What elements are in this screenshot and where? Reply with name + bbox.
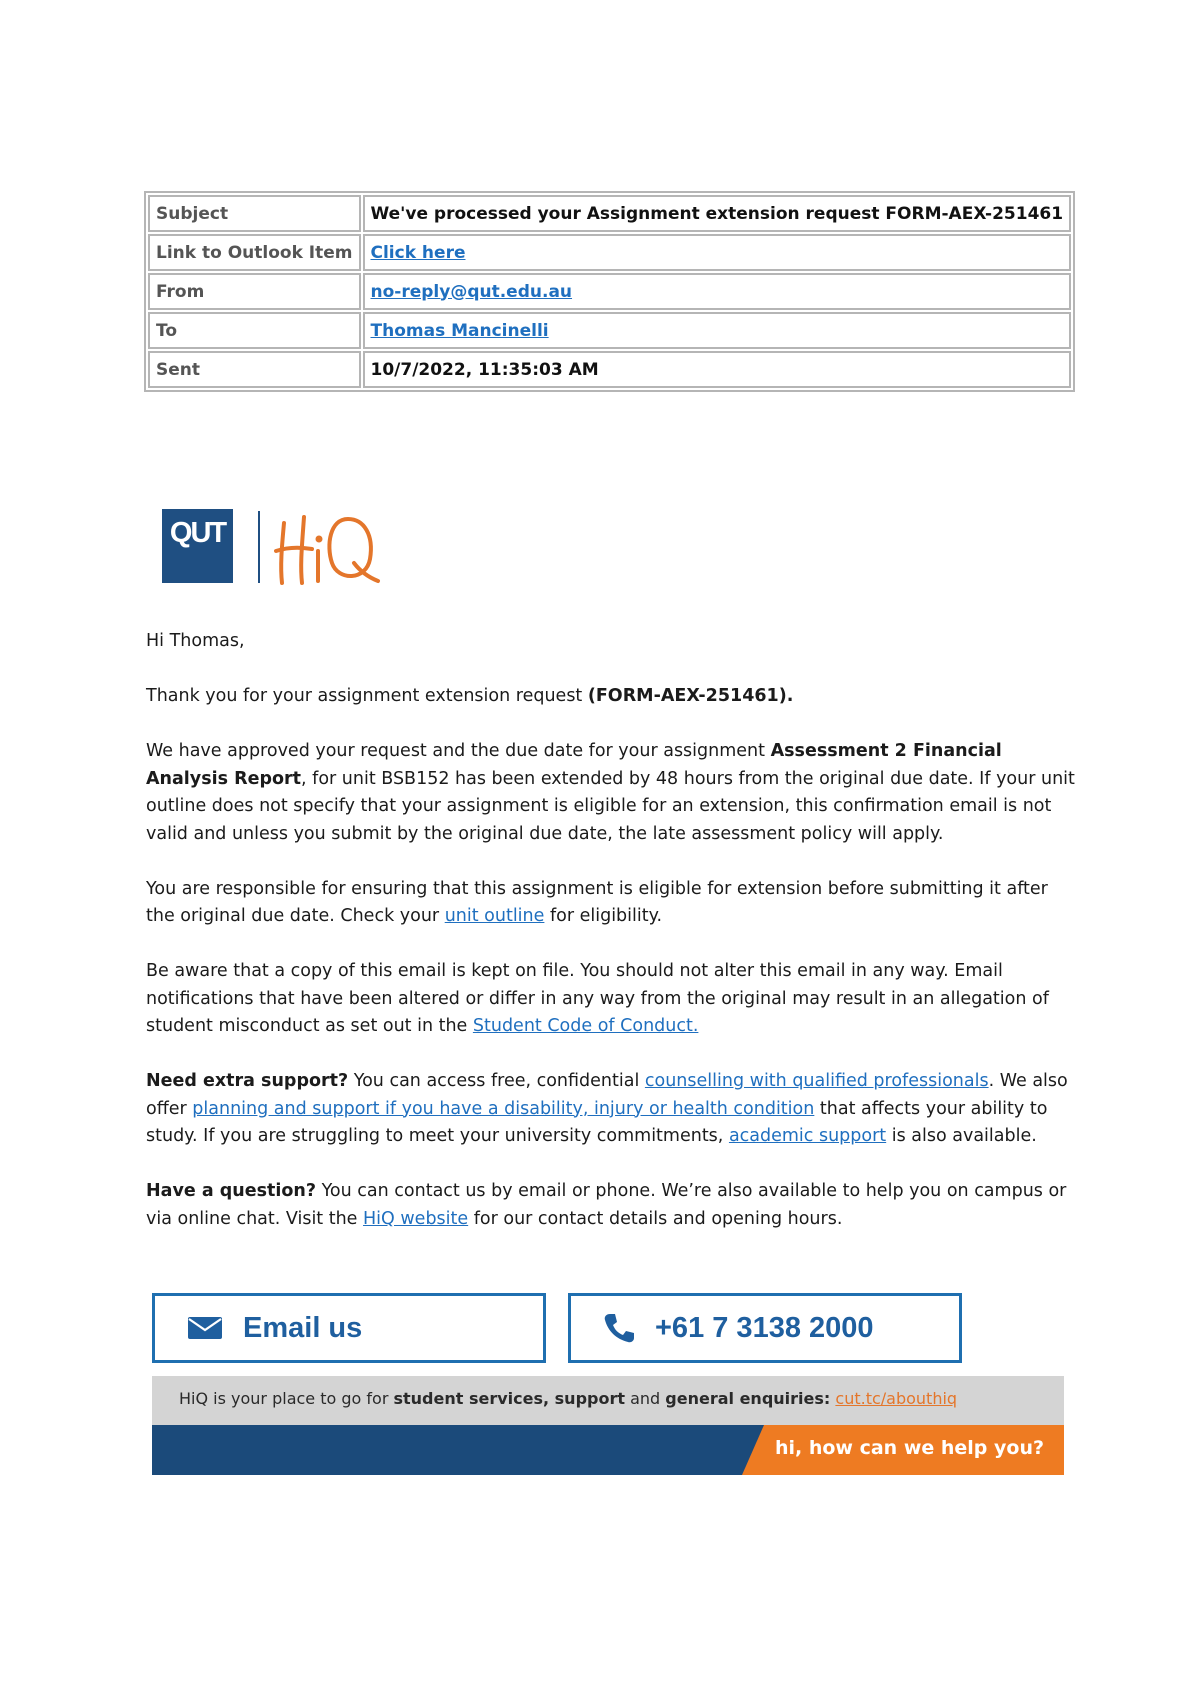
hiq-info-strip: [152, 1376, 1064, 1425]
outlook-link[interactable]: Click here: [370, 242, 466, 263]
academic-support-link[interactable]: academic support: [728, 1126, 887, 1146]
paragraph-copy-on-file: [146, 958, 1076, 1041]
phone-number-label: +61 7 3138 2000: [655, 1311, 874, 1344]
disability-support-link[interactable]: planning and support if you have a disability, injury or health condition: [192, 1098, 815, 1119]
email-us-button[interactable]: [152, 1293, 546, 1363]
paragraph-responsibility: [146, 876, 1076, 931]
text-bold: student services, support: [393, 1389, 625, 1408]
header-row-subject: [148, 195, 1071, 232]
text: You can contact us by email or phone. We’re also available to help you on campus or via online chat. Visit the: [146, 1181, 1067, 1229]
header-row-link: [148, 234, 1071, 271]
header-sent-value: 10/7/2022, 11:35:03 AM: [363, 351, 1072, 388]
paragraph-question: [146, 1178, 1076, 1233]
header-row-sent: [148, 351, 1071, 388]
text: that affects your ability to study. If you are struggling to meet your university commitments,: [146, 1098, 1048, 1146]
text: HiQ is your place to go for: [179, 1389, 394, 1408]
paragraph-approved: [146, 738, 1076, 848]
hiq-website-link[interactable]: HiQ website: [363, 1208, 469, 1229]
email-body: [146, 628, 1076, 1261]
header-subject-value: We've processed your Assignment extension request FORM-AEX-251461: [363, 195, 1072, 232]
text: Be aware that a copy of this email is kept on file. You should not alter this email in any way. Email notifications that have been altered or differ in any way from the original may result in an allegation of student misconduct as set out in the: [146, 961, 1049, 1036]
greeting: Hi Thomas,: [146, 631, 245, 651]
question-heading: Have a question?: [146, 1181, 316, 1201]
code-of-conduct-link[interactable]: Student Code of Conduct.: [472, 1016, 699, 1036]
call-button[interactable]: [568, 1293, 962, 1363]
email-us-label: Email us: [243, 1311, 363, 1344]
header-row-to: [148, 312, 1071, 349]
text: , for unit BSB152 has been extended by 48 hours from the original due date. If your unit outline does not specify that your assignment is eligible for an extension, this confirmation email is not valid and unless you submit by the original due date, the late assessment policy will apply.: [146, 768, 1075, 844]
header-row-from: [148, 273, 1071, 310]
support-heading: Need extra support?: [146, 1071, 349, 1091]
header-value-cell: [363, 273, 1072, 310]
envelope-icon: [187, 1316, 223, 1340]
text-bold: general enquiries:: [665, 1389, 831, 1408]
text: . We also offer: [146, 1071, 1068, 1119]
counselling-link[interactable]: counselling with qualified professionals: [644, 1071, 989, 1091]
phone-icon: [603, 1312, 635, 1344]
text: We have approved your request and the due date for your assignment: [146, 741, 771, 761]
header-key: Subject: [148, 195, 361, 232]
text: for our contact details and opening hours.: [468, 1208, 843, 1229]
logo-divider: [258, 511, 260, 583]
text: You are responsible for ensuring that this assignment is eligible for extension before submitting it after the original due date. Check your: [146, 878, 1048, 926]
form-id: (FORM-AEX-251461).: [587, 686, 794, 706]
header-value-cell: [363, 234, 1072, 271]
header-key: Sent: [148, 351, 361, 388]
text: Thank you for your assignment extension request: [146, 686, 588, 706]
header-key: Link to Outlook Item: [148, 234, 361, 271]
qut-logo: [162, 509, 233, 583]
from-link[interactable]: no-reply@qut.edu.au: [370, 281, 573, 302]
header-key: From: [148, 273, 361, 310]
tagline-banner: [152, 1425, 1064, 1475]
paragraph-support: [146, 1068, 1076, 1151]
unit-outline-link[interactable]: unit outline: [444, 906, 545, 926]
text: is also available.: [886, 1126, 1037, 1146]
hiq-logo: [274, 505, 384, 587]
text: and: [625, 1389, 666, 1408]
text: You can access free, confidential: [348, 1071, 645, 1091]
assignment-name: Assessment 2 Financial Analysis Report: [146, 741, 1002, 789]
paragraph-thanks: [146, 683, 1076, 711]
text: for eligibility.: [544, 906, 663, 926]
hiq-info-text: [179, 1389, 957, 1408]
to-link[interactable]: Thomas Mancinelli: [370, 320, 549, 341]
header-value-cell: [363, 312, 1072, 349]
tagline-text: hi, how can we help you?: [774, 1437, 1044, 1459]
email-header-table: [144, 191, 1075, 392]
header-key: To: [148, 312, 361, 349]
qut-logo-text: QUT: [169, 517, 226, 549]
about-hiq-link[interactable]: cut.tc/abouthiq: [835, 1389, 958, 1408]
